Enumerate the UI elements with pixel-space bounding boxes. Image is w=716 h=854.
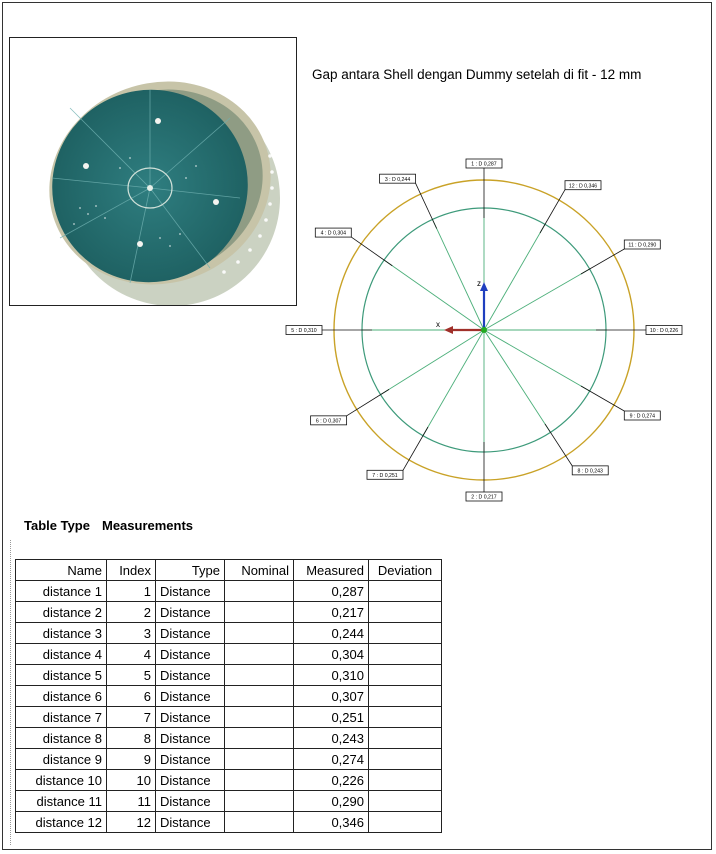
cell-name: distance 1 — [16, 581, 107, 602]
cell-nominal — [225, 707, 294, 728]
spoke-3 — [432, 219, 484, 330]
callout-text-10: 10 : D 0,226 — [649, 328, 679, 335]
cell-deviation — [369, 770, 442, 791]
callout-text-7: 7 : D 0,251 — [372, 472, 398, 479]
table-row — [16, 791, 442, 812]
cell-measured: 0,274 — [294, 749, 369, 770]
callout-label-11 — [624, 240, 660, 249]
cell-measured: 0,307 — [294, 686, 369, 707]
spoke-7 — [423, 330, 484, 436]
cell-name: distance 2 — [16, 602, 107, 623]
header-name: Name — [16, 560, 107, 581]
cell-deviation — [369, 707, 442, 728]
cell-measured: 0,287 — [294, 581, 369, 602]
cell-measured: 0,290 — [294, 791, 369, 812]
cell-type: Distance — [156, 728, 225, 749]
callout-label-4 — [315, 228, 351, 237]
table-type-label: Table Type — [24, 518, 90, 533]
spoke-6 — [381, 330, 484, 395]
cell-nominal — [225, 602, 294, 623]
callout-text-6: 6 : D 0,307 — [315, 418, 342, 425]
figure-caption: Gap antara Shell dengan Dummy setelah di fit - 12 mm — [312, 67, 642, 82]
cell-index: 5 — [107, 665, 156, 686]
spoke-12 — [484, 224, 545, 330]
cell-measured: 0,251 — [294, 707, 369, 728]
callout-label-7 — [367, 470, 403, 479]
table-type-value: Measurements — [101, 518, 194, 533]
table-row — [16, 728, 442, 749]
table-row — [16, 644, 442, 665]
table-type-heading — [24, 518, 193, 533]
leader-line-4 — [351, 237, 392, 266]
cell-name: distance 7 — [16, 707, 107, 728]
cell-type: Distance — [156, 623, 225, 644]
cell-name: distance 11 — [16, 791, 107, 812]
cell-nominal — [225, 665, 294, 686]
cell-deviation — [369, 812, 442, 833]
cell-deviation — [369, 623, 442, 644]
header-nominal: Nominal — [225, 560, 294, 581]
callout-label-5 — [286, 326, 322, 335]
cell-index: 12 — [107, 812, 156, 833]
cell-measured: 0,310 — [294, 665, 369, 686]
cell-measured: 0,346 — [294, 812, 369, 833]
leader-line-3 — [416, 183, 437, 228]
cell-type: Distance — [156, 686, 225, 707]
cell-measured: 0,226 — [294, 770, 369, 791]
cell-type: Distance — [156, 791, 225, 812]
cell-nominal — [225, 581, 294, 602]
cell-name: distance 5 — [16, 665, 107, 686]
spoke-8 — [484, 330, 550, 432]
cell-name: distance 4 — [16, 644, 107, 665]
cell-type: Distance — [156, 812, 225, 833]
cell-deviation — [369, 749, 442, 770]
cell-name: distance 3 — [16, 623, 107, 644]
x-axis-label: x — [436, 320, 440, 329]
measurement-diagram — [280, 150, 700, 520]
center-point — [481, 327, 487, 333]
callout-label-8 — [572, 466, 608, 475]
cell-index: 3 — [107, 623, 156, 644]
callout-text-3: 3 : D 0,244 — [384, 176, 411, 183]
cell-nominal — [225, 686, 294, 707]
cell-deviation — [369, 791, 442, 812]
cell-deviation — [369, 581, 442, 602]
spoke-11 — [484, 269, 590, 330]
callout-text-11: 11 : D 0,290 — [628, 242, 657, 249]
cell-deviation — [369, 665, 442, 686]
cell-measured: 0,217 — [294, 602, 369, 623]
cell-index: 7 — [107, 707, 156, 728]
table-body — [16, 581, 442, 833]
table-row — [16, 812, 442, 833]
cell-type: Distance — [156, 749, 225, 770]
spoke-9 — [484, 330, 590, 391]
callout-label-9 — [624, 411, 660, 420]
cell-nominal — [225, 749, 294, 770]
cell-index: 8 — [107, 728, 156, 749]
callout-text-5: 5 : D 0,310 — [291, 328, 317, 335]
scan-photo — [9, 37, 297, 306]
callout-label-2 — [466, 492, 502, 501]
cell-name: distance 8 — [16, 728, 107, 749]
cell-deviation — [369, 686, 442, 707]
callout-label-10 — [646, 326, 682, 335]
cell-name: distance 12 — [16, 812, 107, 833]
callout-label-6 — [311, 416, 347, 425]
callout-text-9: 9 : D 0,274 — [629, 413, 655, 420]
z-axis-label: z — [477, 279, 481, 288]
cell-type: Distance — [156, 707, 225, 728]
cell-nominal — [225, 623, 294, 644]
cell-index: 9 — [107, 749, 156, 770]
scan-photo-image — [10, 38, 296, 305]
callout-text-12: 12 : D 0,346 — [568, 183, 598, 190]
cell-name: distance 10 — [16, 770, 107, 791]
cell-index: 6 — [107, 686, 156, 707]
dotted-guide — [10, 540, 11, 845]
table-row — [16, 581, 442, 602]
cell-deviation — [369, 644, 442, 665]
cell-type: Distance — [156, 665, 225, 686]
cell-type: Distance — [156, 644, 225, 665]
cell-nominal — [225, 770, 294, 791]
cell-nominal — [225, 791, 294, 812]
table-header-row — [16, 560, 442, 581]
cell-type: Distance — [156, 581, 225, 602]
header-type: Type — [156, 560, 225, 581]
cell-index: 11 — [107, 791, 156, 812]
spoke-4 — [384, 260, 484, 330]
callout-text-1: 1 : D 0,287 — [471, 161, 497, 168]
cell-measured: 0,304 — [294, 644, 369, 665]
cell-index: 10 — [107, 770, 156, 791]
cell-nominal — [225, 812, 294, 833]
table-row — [16, 623, 442, 644]
cell-index: 2 — [107, 602, 156, 623]
cell-index: 1 — [107, 581, 156, 602]
table-row — [16, 686, 442, 707]
cell-measured: 0,244 — [294, 623, 369, 644]
table-row — [16, 665, 442, 686]
cell-name: distance 9 — [16, 749, 107, 770]
z-axis-arrowhead — [480, 282, 488, 291]
cell-type: Distance — [156, 770, 225, 791]
table-row — [16, 602, 442, 623]
cell-type: Distance — [156, 602, 225, 623]
callout-label-1 — [466, 159, 502, 168]
table-row — [16, 770, 442, 791]
header-deviation: Deviation — [369, 560, 442, 581]
x-axis-arrowhead — [444, 326, 453, 334]
cell-index: 4 — [107, 644, 156, 665]
cell-name: distance 6 — [16, 686, 107, 707]
header-measured: Measured — [294, 560, 369, 581]
cell-measured: 0,243 — [294, 728, 369, 749]
callout-label-3 — [380, 174, 416, 183]
measurements-table — [15, 559, 442, 833]
cell-nominal — [225, 728, 294, 749]
callout-text-8: 8 : D 0,243 — [577, 468, 603, 475]
callout-text-2: 2 : D 0,217 — [471, 494, 497, 501]
callout-label-12 — [565, 181, 601, 190]
cell-deviation — [369, 602, 442, 623]
table-row — [16, 749, 442, 770]
table-row — [16, 707, 442, 728]
cell-nominal — [225, 644, 294, 665]
header-index: Index — [107, 560, 156, 581]
cell-deviation — [369, 728, 442, 749]
callout-text-4: 4 : D 0,304 — [320, 230, 346, 237]
